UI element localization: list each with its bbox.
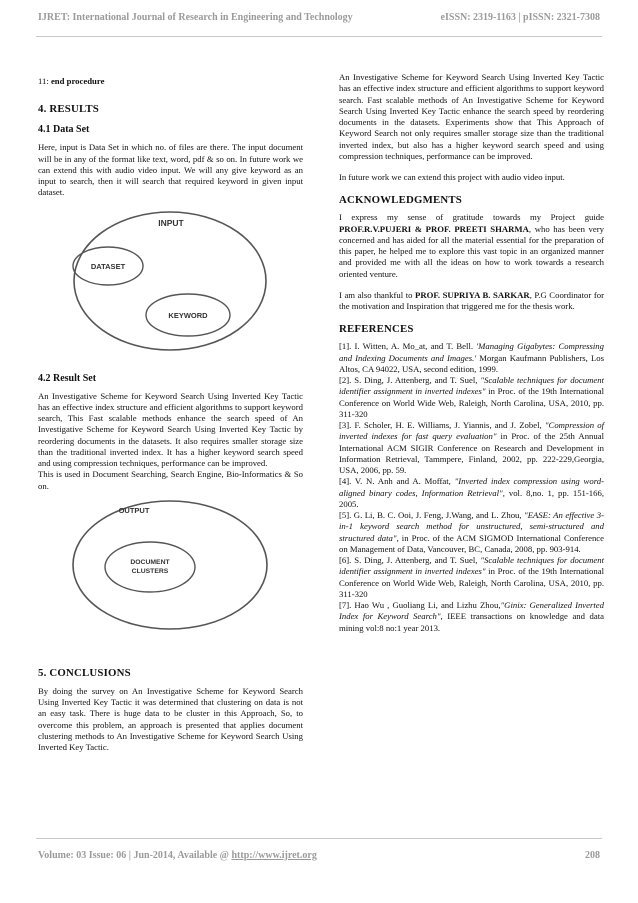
reference-item: [3]. F. Scholer, H. E. Williams, J. Yiannis, and J. Zobel, "Compression of inverted indexes for fast query evaluation" in Proc. of the 25th Annual International ACM SIGIR Conference on Research and Development in Information Retrieval, Tammpere, Finland, 2002, pp. 222-229,Georgia, USA, 2006, pp. 59. xyxy=(339,420,604,475)
output-diagram xyxy=(38,497,303,647)
page-number: 208 xyxy=(585,850,600,861)
issn: eISSN: 2319-1163 | pISSN: 2321-7308 xyxy=(440,12,600,23)
clusters-label: CLUSTERS xyxy=(131,567,169,575)
dataset-heading: 4.1 Data Set xyxy=(38,124,90,136)
keyword-label: KEYWORD xyxy=(168,310,208,320)
procedure-step: 11: end procedure xyxy=(38,76,105,86)
result-set-text: An Investigative Scheme for Keyword Search Using Inverted Key Tactic has an effective index structure and efficient algorithms to support keyword search, This Fast scalable methods enhance the search speed of An Investigative Scheme for Keyword Search Using Inverted Key Tactic by reordering documents in the datasets. It also requires smaller storage size than the traditional inverted index. It has a higher keyword search speed and using compression techniques, performance can be improved. xyxy=(38,390,303,468)
volume-info: Volume: 03 Issue: 06 | Jun-2014, Available @ http://www.ijret.org xyxy=(38,850,317,861)
journal-link[interactable]: http://www.ijret.org xyxy=(231,850,317,861)
output-label: OUTPUT xyxy=(118,505,150,515)
journal-title: IJRET: International Journal of Research in Engineering and Technology xyxy=(38,12,353,23)
dataset-text: Here, input is Data Set in which no. of files are there. The input document will be in any of the format like text, word, pdf & so on. In future work we can extend this with audio video input. We will any give keyword as an input to search, then it will search that required keyword in given input dataset. xyxy=(38,142,303,198)
reference-item: [6]. S. Ding, J. Attenberg, and T. Suel, "Scalable techniques for document identifier assignment in inverted indexes" in Proc. of the 19th International Conference on World Wide Web, Raleigh, North Carolina, USA, 2010, pp. 311-320 xyxy=(339,555,604,599)
left-column xyxy=(38,72,303,753)
future-work-paragraph: In future work we can extend this project with audio video input. xyxy=(339,172,565,182)
conclusions-text: By doing the survey on An Investigative Scheme for Keyword Search Using Inverted Key Tactic it was determined that clustering on data is not an easy task. There is huge data to be cluster in this Approach, So, to overcome this problem, an approach is presented that applies document clustering methods to An Investigative Scheme for Keyword Search Using Inverted Key Tactic. xyxy=(38,685,303,752)
dataset-label: DATASET xyxy=(90,261,126,271)
coordinator-name: PROF. SUPRIYA B. SARKAR xyxy=(415,289,530,300)
summary-paragraph: An Investigative Scheme for Keyword Search Using Inverted Key Tactic has an effective index structure and efficient algorithms to support keyword search. Fast scalable methods of An Investigative Scheme for Keyword Search Using Inverted Key Tactic enhance the search speed by reordering documents in the datasets. Experiments show that This Approach of Keyword Search not only requires smaller storage size than the traditional inverted index, but also has a higher keyword search speed and using compression techniques, performance can be improved. xyxy=(339,72,604,161)
reference-item: [5]. G. Li, B. C. Ooi, J. Feng, J.Wang, and L. Zhou, "EASE: An effective 3-in-1 keyword search method for unstructured, semi-structured and structured data", in Proc. of the ACM SIGMOD International Conference on Management of Data, Vancouver, BC, Canada, 2008, pp. 903-914. xyxy=(339,510,604,554)
header-rule xyxy=(36,36,602,37)
input-label: INPUT xyxy=(158,217,184,228)
page-footer xyxy=(38,850,600,864)
result-set-heading: 4.2 Result Set xyxy=(38,372,97,384)
guide-names: PROF.R.V.PUJERI & PROF. PREETI SHARMA xyxy=(339,223,529,234)
running-header xyxy=(38,12,600,28)
reference-item: [4]. V. N. Anh and A. Moffat, "Inverted index compression using word-aligned binary codes, Information Retrieval", vol. 8,no. 1, pp. 151-166, 2005. xyxy=(339,476,605,509)
document-label: DOCUMENT xyxy=(130,558,170,566)
ack-heading: ACKNOWLEDGMENTS xyxy=(339,194,462,207)
ack-paragraph-2: I am also thankful to PROF. SUPRIYA B. SARKAR, P.G Coordinator for the motivation and Inspiration that triggered me for the thesis work. xyxy=(339,289,604,311)
reference-list xyxy=(339,341,604,634)
footer-rule xyxy=(36,838,602,839)
reference-item: [2]. S. Ding, J. Attenberg, and T. Suel, "Scalable techniques for document identifier assignment in inverted indexes" in Proc. of the 19th International Conference on World Wide Web, Raleigh, North Carolina, USA, 2010, pp. 311-320 xyxy=(339,375,604,419)
right-column xyxy=(339,72,604,634)
references-heading: REFERENCES xyxy=(339,323,414,336)
reference-item: [1]. I. Witten, A. Mo_at, and T. Bell. 'Managing Gigabytes: Compressing and Indexing Documents and Images.' Morgan Kaufmann Publishers, Los Altos, CA 94022, USA, second edition, 1999. xyxy=(339,341,604,374)
reference-item: [7]. Hao Wu , Guoliang Li, and Lizhu Zhou,"Ginix: Generalized Inverted Index for Keyword Search", IEEE transactions on knowledge and data mining vol:8 no:1 year 2013. xyxy=(339,600,605,633)
input-diagram xyxy=(38,208,303,358)
ack-paragraph: I express my sense of gratitude towards my Project guide PROF.R.V.PUJERI & PROF. PREETI SHARMA, who has been very concerned and has aided for all the material essential for the preparation of this paper, he helped me to explore this vast topic in an organized manner and provided me with all the ideas on how to work towards a research oriented venture. xyxy=(339,212,604,279)
results-heading: 4. RESULTS xyxy=(38,103,100,116)
result-set-uses: This is used in Document Searching, Search Engine, Bio-Informatics & So on. xyxy=(38,469,303,491)
conclusions-heading: 5. CONCLUSIONS xyxy=(38,666,131,679)
